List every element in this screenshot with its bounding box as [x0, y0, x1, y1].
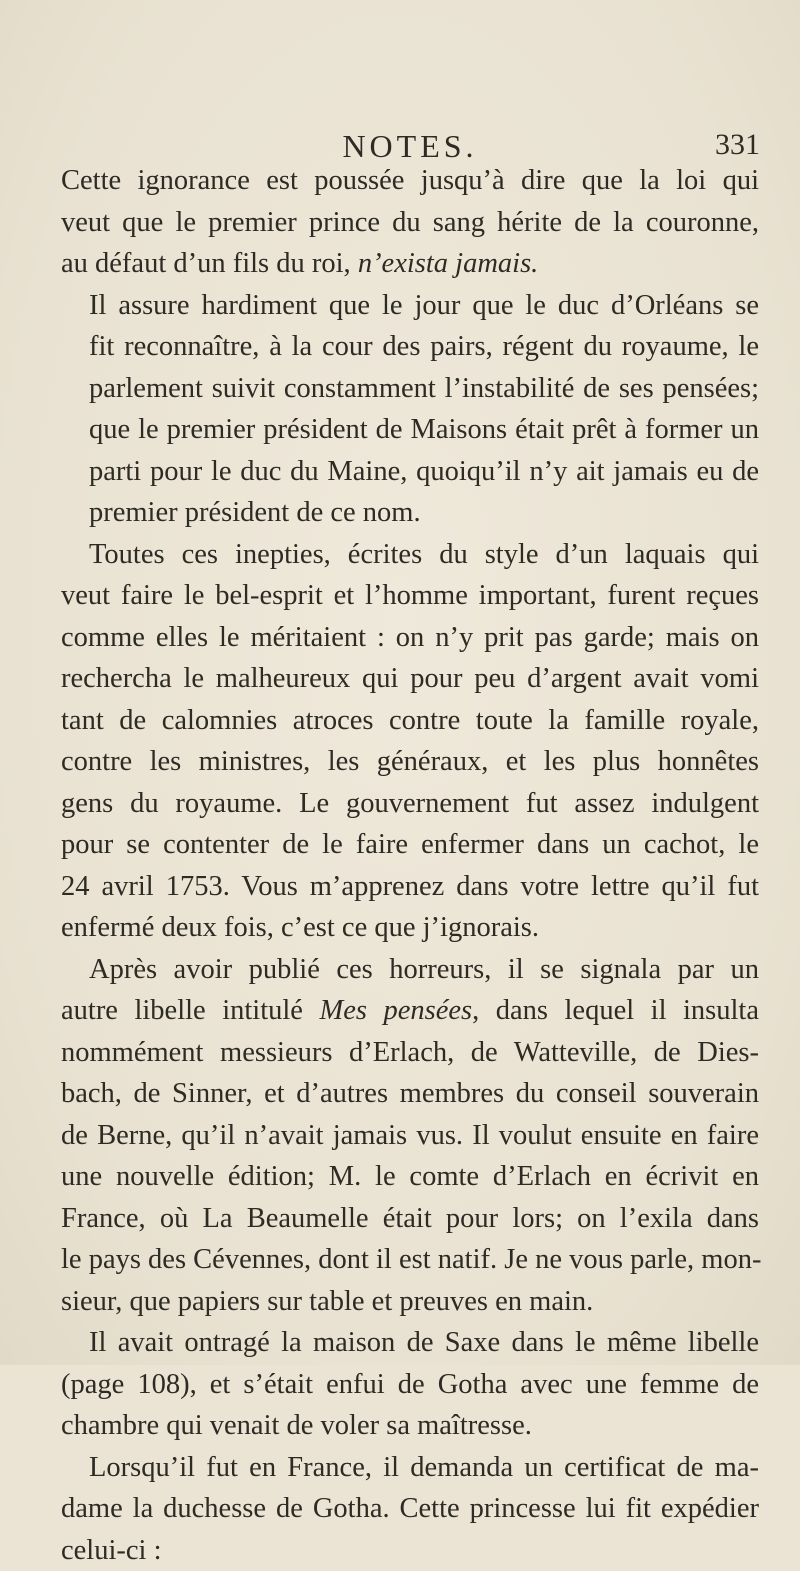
page-number: 331 — [715, 128, 760, 162]
text-line: Lorsqu’il fut en France, il demanda un certificat de ma- — [61, 1447, 759, 1489]
notes-body — [61, 160, 759, 1571]
running-title: NOTES. — [60, 128, 760, 165]
text-line: contre les ministres, les généraux, et les plus honnêtes — [61, 741, 759, 783]
text-line — [61, 990, 759, 1032]
text-line: fit reconnaître, à la cour des pairs, régent du royaume, le — [61, 326, 759, 368]
text-line: pour se contenter de le faire enfermer dans un cachot, le — [61, 824, 759, 866]
text-line: que le premier président de Maisons était prêt à former un — [61, 409, 759, 451]
paragraph — [61, 949, 759, 1323]
text-line: Il avait ontragé la maison de Saxe dans le même libelle — [61, 1322, 759, 1364]
text-line: celui-ci : — [61, 1530, 759, 1571]
text-line: le pays des Cévennes, dont il est natif. Je ne vous parle, mon- — [61, 1239, 759, 1281]
text-line: gens du royaume. Le gouvernement fut assez indulgent — [61, 783, 759, 825]
text-line: Il assure hardiment que le jour que le duc d’Orléans se — [61, 285, 759, 327]
text-line: enfermé deux fois, c’est ce que j’ignorais. — [61, 907, 759, 949]
text-line: chambre qui venait de voler sa maîtresse. — [61, 1405, 759, 1447]
paragraph — [61, 285, 759, 534]
text-line: comme elles le méritaient : on n’y prit pas garde; mais on — [61, 617, 759, 659]
text-line: rechercha le malheureux qui pour peu d’argent avait vomi — [61, 658, 759, 700]
paragraph — [61, 160, 759, 285]
text-line: Cette ignorance est poussée jusqu’à dire que la loi qui — [61, 160, 759, 202]
paragraph — [61, 1447, 759, 1571]
text-run: , dans lequel il insulta — [472, 995, 759, 1026]
text-line: sieur, que papiers sur table et preuves en main. — [61, 1281, 759, 1323]
text-run: au défaut d’un fils du roi, — [61, 248, 358, 279]
paragraph — [61, 1322, 759, 1447]
text-line: parti pour le duc du Maine, quoiqu’il n’y ait jamais eu de — [61, 451, 759, 493]
paragraph — [61, 534, 759, 949]
text-line: France, où La Beaumelle était pour lors; on l’exila dans — [61, 1198, 759, 1240]
text-line: Après avoir publié ces horreurs, il se signala par un — [61, 949, 759, 991]
text-line: (page 108), et s’était enfui de Gotha avec une femme de — [61, 1364, 759, 1406]
text-line: une nouvelle édition; M. le comte d’Erlach en écrivit en — [61, 1156, 759, 1198]
text-line: tant de calomnies atroces contre toute la famille royale, — [61, 700, 759, 742]
text-line — [61, 243, 759, 285]
text-line: Toutes ces inepties, écrites du style d’un laquais qui — [61, 534, 759, 576]
text-line: premier président de ce nom. — [61, 492, 759, 534]
text-line: parlement suivit constamment l’instabilité de ses pensées; — [61, 368, 759, 410]
text-line: dame la duchesse de Gotha. Cette princesse lui fit expédier — [61, 1488, 759, 1530]
text-run: autre libelle intitulé — [61, 995, 319, 1026]
text-line: veut que le premier prince du sang hérite de la couronne, — [61, 202, 759, 244]
text-line: veut faire le bel-esprit et l’homme important, furent reçues — [61, 575, 759, 617]
italic-text: n’exista jamais. — [358, 248, 538, 279]
text-line: nommément messieurs d’Erlach, de Watteville, de Dies- — [61, 1032, 759, 1074]
text-line: bach, de Sinner, et d’autres membres du conseil souverain — [61, 1073, 759, 1115]
italic-text: Mes pensées — [319, 995, 472, 1026]
text-line: 24 avril 1753. Vous m’apprenez dans votre lettre qu’il fut — [61, 866, 759, 908]
text-line: de Berne, qu’il n’avait jamais vus. Il voulut ensuite en faire — [61, 1115, 759, 1157]
